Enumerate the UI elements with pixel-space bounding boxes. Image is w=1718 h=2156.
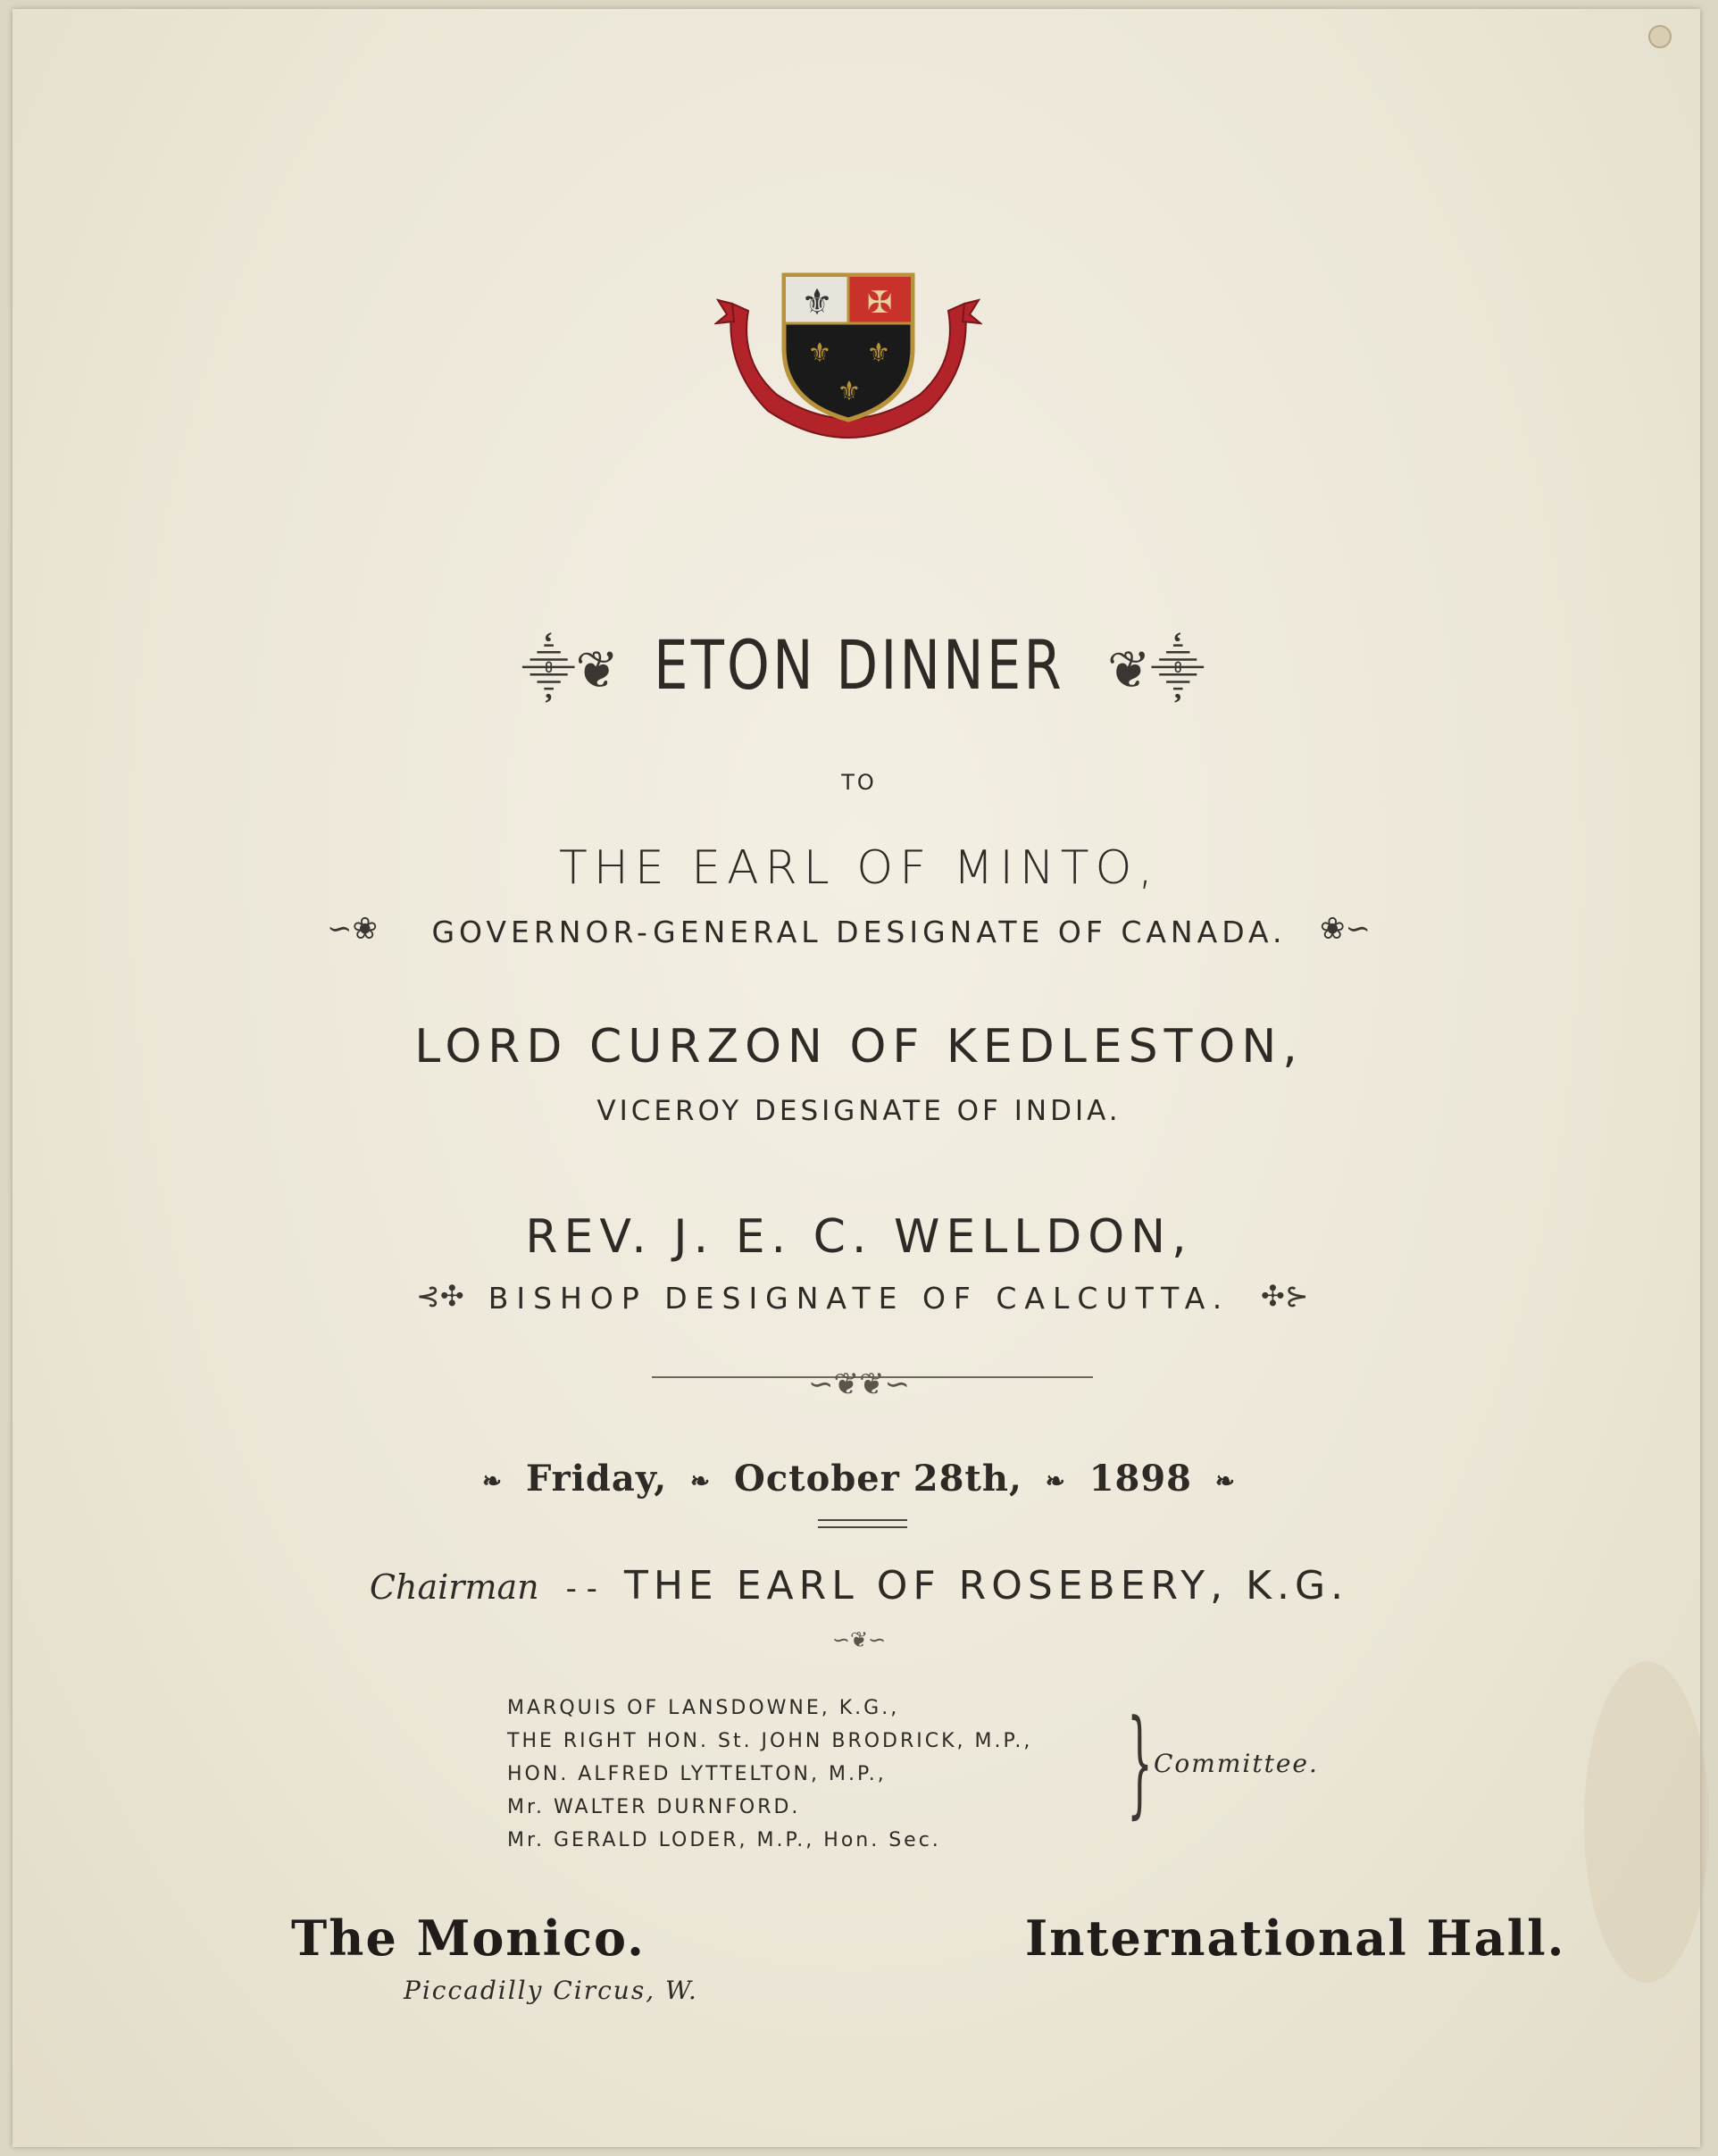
date-day: Friday, xyxy=(525,1458,668,1500)
chairman-name: THE EARL OF ROSEBERY, K.G. xyxy=(623,1563,1349,1609)
committee-member: THE RIGHT HON. St. JOHN BRODRICK, M.P., xyxy=(507,1730,1033,1752)
chairman-row xyxy=(0,1563,1718,1609)
committee-label: Committee. xyxy=(1154,1749,1319,1778)
date-month-day: October 28th, xyxy=(733,1458,1022,1500)
punch-hole xyxy=(1648,25,1672,48)
ornament-icon: ❧ xyxy=(690,1468,711,1495)
card-title: ETON DINNER xyxy=(654,625,1064,705)
paper-stain xyxy=(1584,1661,1709,1983)
svg-text:✠: ✠ xyxy=(866,285,893,321)
date-year: 1898 xyxy=(1088,1458,1193,1500)
chairman-label: Chairman xyxy=(369,1567,539,1607)
flourish-icon: ❀∽ xyxy=(1320,911,1371,947)
double-rule xyxy=(818,1519,907,1528)
committee-member: MARQUIS OF LANSDOWNE, K.G., xyxy=(507,1697,900,1719)
svg-text:⚜: ⚜ xyxy=(866,338,891,369)
flourish-icon: ⸎❦ xyxy=(521,639,620,700)
guest-role: VICEROY DESIGNATE OF INDIA. xyxy=(596,1095,1122,1127)
venue-name: The Monico. xyxy=(291,1909,646,1967)
eton-crest-icon xyxy=(714,259,982,464)
flourish-icon: ∽❀ xyxy=(327,911,378,947)
guest-name: LORD CURZON OF KEDLESTON, xyxy=(414,1020,1304,1074)
flourish-icon: ✣⊱ xyxy=(1261,1279,1309,1313)
committee-member: Mr. GERALD LODER, M.P., Hon. Sec. xyxy=(507,1829,941,1851)
flourish-icon: ❦⸎ xyxy=(1107,639,1205,700)
ornament-icon: ∽❦∽ xyxy=(831,1629,887,1652)
ornament-icon: ❧ xyxy=(1215,1468,1236,1495)
committee-member: Mr. WALTER DURNFORD. xyxy=(507,1796,801,1818)
svg-text:⚜: ⚜ xyxy=(801,282,833,323)
chairman-dashes: - - xyxy=(565,1571,597,1607)
ornament-icon: ❧ xyxy=(482,1468,503,1495)
to-label: TO xyxy=(841,770,877,795)
venue-address: Piccadilly Circus, W. xyxy=(404,1976,698,2005)
guest-name: REV. J. E. C. WELLDON, xyxy=(525,1210,1193,1264)
guest-name: THE EARL OF MINTO, xyxy=(559,841,1159,895)
guest-role: BISHOP DESIGNATE OF CALCUTTA. xyxy=(488,1281,1230,1316)
ornament-icon: ∽❦❦∽ xyxy=(808,1368,910,1401)
dinner-date xyxy=(0,1458,1718,1500)
guest-role: GOVERNOR-GENERAL DESIGNATE OF CANADA. xyxy=(431,915,1287,949)
venue-hall: International Hall. xyxy=(1025,1909,1566,1967)
flourish-icon: ⊰✣ xyxy=(416,1279,464,1313)
brace-icon: } xyxy=(1127,1694,1153,1830)
ornament-icon: ❧ xyxy=(1045,1468,1066,1495)
svg-text:⚜: ⚜ xyxy=(837,376,862,407)
committee-list xyxy=(507,1692,1032,1857)
svg-text:⚜: ⚜ xyxy=(807,338,832,369)
committee-member: HON. ALFRED LYTTELTON, M.P., xyxy=(507,1763,887,1785)
